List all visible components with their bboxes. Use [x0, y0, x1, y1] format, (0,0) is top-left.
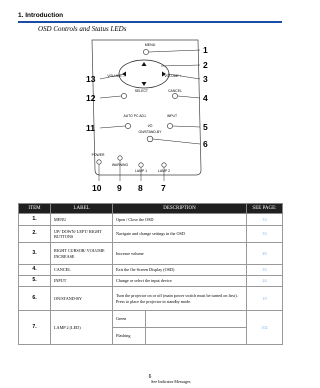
callout-5: 5 — [203, 122, 208, 132]
callout-7: 7 — [161, 183, 166, 193]
power-led-label: POWER — [91, 153, 105, 157]
power-symbol-icon: I/Ö — [147, 124, 153, 128]
control-panel-diagram — [0, 0, 300, 200]
power-led — [97, 160, 101, 164]
callout-8: 8 — [138, 183, 143, 193]
row-description: Exit the On-Screen Display (OSD) — [113, 265, 247, 276]
callout-13: 13 — [86, 74, 96, 84]
row-item: 5. — [19, 276, 51, 287]
row-description: Change or select the input device — [113, 276, 247, 287]
input-label: INPUT — [166, 114, 178, 118]
on-standby-button[interactable] — [147, 136, 153, 142]
lamp1-led — [139, 163, 143, 167]
row-item: 7. — [19, 311, 51, 345]
row-item: 1. — [19, 214, 51, 226]
lamp2-led — [162, 163, 166, 167]
cancel-label: CANCEL — [168, 89, 182, 93]
callout-4: 4 — [203, 93, 208, 103]
controls-table — [18, 203, 283, 345]
warning-led — [118, 156, 122, 160]
page-number: 6 — [148, 374, 152, 380]
callout-11: 11 — [86, 123, 95, 133]
row-label: LAMP 2 (LED) — [51, 311, 113, 345]
callout-6: 6 — [203, 139, 208, 149]
led-state-green: Green — [113, 311, 146, 327]
callout-3: 3 — [203, 74, 208, 84]
menu-button-label: MENU — [144, 43, 156, 47]
row-label: MENU — [51, 214, 113, 226]
row-label: UP/ DOWN/ LEFT/ RIGHT BUTTONS — [51, 226, 113, 243]
controls-table-wrapper — [18, 203, 282, 384]
led-state-flashing: Flashing — [113, 328, 146, 344]
table-row — [19, 214, 283, 226]
row-item: 4. — [19, 265, 51, 276]
select-label: SELECT — [134, 89, 148, 93]
callout-9: 9 — [117, 183, 122, 193]
lamp1-led-label: LAMP 1 — [135, 169, 147, 173]
menu-button[interactable] — [143, 49, 148, 54]
callout-2: 2 — [203, 60, 208, 70]
row-item: 3. — [19, 243, 51, 265]
row-label: ON/STAND-BY — [51, 287, 113, 311]
input-button[interactable] — [167, 123, 172, 128]
row-item: 6. — [19, 287, 51, 311]
row-description-cell — [113, 311, 247, 328]
table-row — [19, 276, 283, 287]
table-header-row — [19, 204, 283, 214]
volume-plus-label: VOLUME + — [164, 74, 182, 78]
table-row — [19, 311, 283, 328]
row-page-link[interactable]: 33 — [247, 226, 283, 243]
page-subtitle: OSD Controls and Status LEDs — [38, 25, 127, 33]
row-page-link[interactable]: 49 — [247, 243, 283, 265]
row-label: INPUT — [51, 276, 113, 287]
cancel-button[interactable] — [172, 93, 177, 98]
row-page-link[interactable]: 33 — [247, 265, 283, 276]
row-description-cell — [113, 328, 247, 345]
row-description: Open / Close the OSD — [113, 214, 247, 226]
auto-pc-adj-button[interactable] — [125, 123, 130, 128]
header-see-page: SEE PAGE: — [247, 204, 283, 214]
warning-led-label: WARNING — [111, 163, 129, 167]
row-page-link[interactable]: 24 — [247, 276, 283, 287]
table-row — [19, 287, 283, 311]
row-label: CANCEL — [51, 265, 113, 276]
header-item: ITEM — [19, 204, 51, 214]
header-description: DESCRIPTION — [113, 204, 247, 214]
table-row — [19, 265, 283, 276]
select-button[interactable] — [121, 93, 126, 98]
row-item: 2. — [19, 226, 51, 243]
table-row — [19, 243, 283, 265]
row-description: Increase volume — [113, 243, 247, 265]
section-title: 1. Introduction — [18, 12, 64, 19]
row-label: RIGHT CURSOR/ VOLUME INCREASE — [51, 243, 113, 265]
table-row — [19, 226, 283, 243]
row-description: Navigate and change settings in the OSD — [113, 226, 247, 243]
auto-pc-adj-label: AUTO PC ADJ. — [123, 114, 147, 118]
on-standby-label: ON/STAND-BY — [138, 130, 162, 134]
volume-minus-label: VOLUME – — [107, 74, 125, 78]
row-description: Turn the projector on or off (main power switch must be turned on first). Press to place the projector in standby mode. — [113, 287, 247, 311]
header-label: LABEL — [51, 204, 113, 214]
callout-10: 10 — [92, 183, 102, 193]
row-page-link[interactable]: 102 — [247, 311, 283, 345]
row-page-link[interactable]: 19 — [247, 287, 283, 311]
indicator-messages-note: See Indicator Messages — [151, 379, 191, 384]
callout-12: 12 — [86, 93, 96, 103]
callout-1: 1 — [203, 45, 208, 55]
row-page-link[interactable]: 33 — [247, 214, 283, 226]
lamp2-led-label: LAMP 2 — [158, 169, 170, 173]
